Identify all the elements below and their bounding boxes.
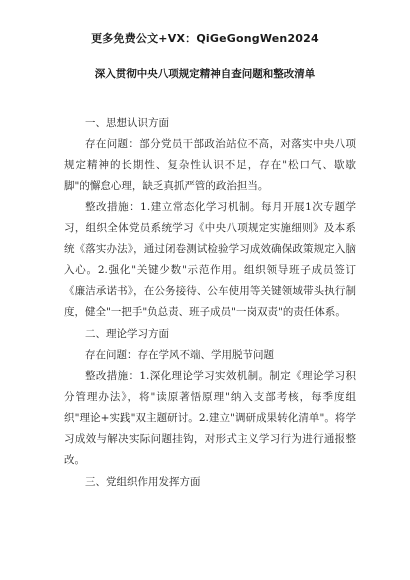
watermark-header: 更多免费公文+VX：QiGeGongWen2024 [91, 32, 319, 45]
document-body [64, 112, 356, 493]
section-heading-ideology: 一、思想认识方面 [85, 117, 169, 129]
paragraph-measure-ideology: 整改措施：1.建立常态化学习机制。每月开展1次专题学习，组织全体党员系统学习《中央八项规定实施细则》及本系统《落实办法》，通过闭卷测试检验学习成效确保政策规定入脑入心。2.强化"关键少数"示范作用。组织领导班子成员签订《廉洁承诺书》，在公务接待、公车使用等关键领域带头执行制度，健全"一把手"负总责、班子成员"一岗双责"的责任体系。 [64, 201, 356, 318]
section-heading-theory: 二、理论学习方面 [85, 328, 169, 340]
paragraph-problem-ideology: 存在问题：部分党员干部政治站位不高，对落实中央八项规定精神的长期性、复杂性认识不足，存在"松口气、歇歇脚"的懈怠心理，缺乏真抓严管的政治担当。 [64, 138, 356, 192]
paragraph-measure-theory: 整改措施：1.深化理论学习实效机制。制定《理论学习积分管理办法》，将"读原著悟原理"纳入支部考核，每季度组织"理论+实践"双主题研讨。2.建立"调研成果转化清单"。将学习成效与解决实际问题挂钩，对形式主义学习行为进行通报整改。 [64, 370, 356, 466]
document-title: 深入贯彻中央八项规定精神自查问题和整改清单 [94, 68, 316, 80]
section-heading-party-organization: 三、党组织作用发挥方面 [85, 476, 201, 488]
paragraph-problem-theory: 存在问题：存在学风不端、学用脱节问题 [85, 349, 274, 361]
